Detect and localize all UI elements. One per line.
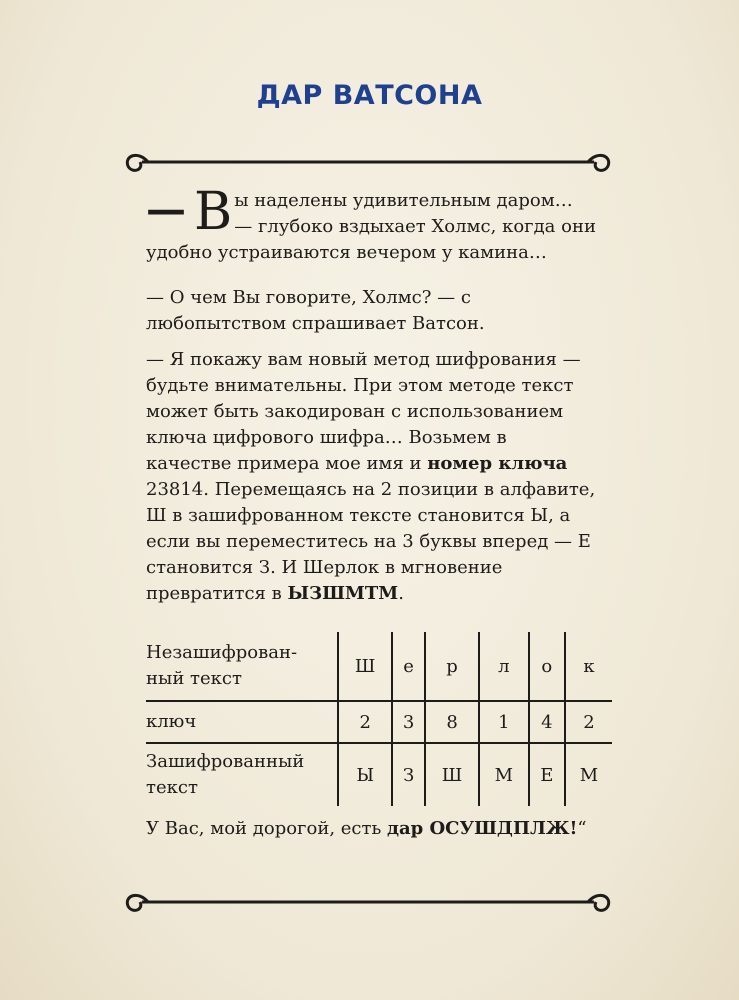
table-cell: л: [479, 632, 528, 701]
cipher-text-3: .: [398, 583, 404, 604]
encrypted-name: ЫЗШМТМ: [287, 583, 399, 604]
paragraph-cipher-explanation: [146, 347, 596, 607]
table-cell: 2: [338, 701, 392, 743]
table-cell: р: [425, 632, 479, 701]
paragraph-intro: [146, 182, 596, 266]
intro-line-3: удобно устраиваются вечером у камина…: [146, 242, 547, 263]
table-cell: е: [392, 632, 424, 701]
cipher-table: [146, 632, 612, 806]
table-row-ciphertext: [146, 743, 612, 806]
intro-line-2: — глубоко вздыхает Холмс, когда они: [234, 216, 596, 237]
ornamental-divider-top: [118, 142, 618, 182]
ornamental-divider-bottom: [118, 882, 618, 922]
page-title: ДАР ВАТСОНА: [256, 80, 483, 111]
table-cell: 4: [529, 701, 566, 743]
row-label: Зашифрованный текст: [146, 743, 338, 806]
table-cell: Ш: [338, 632, 392, 701]
table-row-plaintext: [146, 632, 612, 701]
closing-text: У Вас, мой дорогой, есть: [146, 818, 387, 839]
table-cell: 3: [392, 701, 424, 743]
table-cell: к: [565, 632, 612, 701]
table-cell: Е: [529, 743, 566, 806]
closing-quote: “: [577, 818, 587, 839]
table-cell: М: [479, 743, 528, 806]
table-cell: З: [392, 743, 424, 806]
cipher-text-1: — Я покажу вам новый метод шифрования — будьте внимательны. При этом методе текст может быть закодирован с использованием ключа цифрового шифра… Возьмем в качестве примера мое имя и: [146, 349, 581, 474]
closing-line: [146, 818, 587, 839]
table-cell: Ш: [425, 743, 479, 806]
cipher-text-2: 23814. Перемещаясь на 2 позиции в алфавите, Ш в зашифрованном тексте становится Ы, а если вы переместитесь на 3 буквы вперед — Е становится З. И Шерлок в мгновение превратится в: [146, 479, 596, 604]
table-cell: 1: [479, 701, 528, 743]
dash: —: [146, 186, 186, 233]
table-cell: 2: [565, 701, 612, 743]
drop-cap: В: [194, 182, 233, 242]
table-cell: 8: [425, 701, 479, 743]
closing-bold: дар ОСУШДПЛЖ!: [386, 818, 578, 839]
key-number-label: номер ключа: [427, 453, 568, 474]
row-label: Незашифрован-ный текст: [146, 632, 338, 701]
row-label: ключ: [146, 701, 338, 743]
table-cell: о: [529, 632, 566, 701]
table-cell: М: [579, 764, 599, 786]
table-row-key: [146, 701, 612, 743]
intro-line-1: ы наделены удивительным даром…: [234, 190, 573, 211]
paragraph-watson-question: — О чем Вы говорите, Холмс? — с любопытством спрашивает Ватсон.: [146, 287, 485, 334]
table-cell: Ы: [338, 743, 392, 806]
